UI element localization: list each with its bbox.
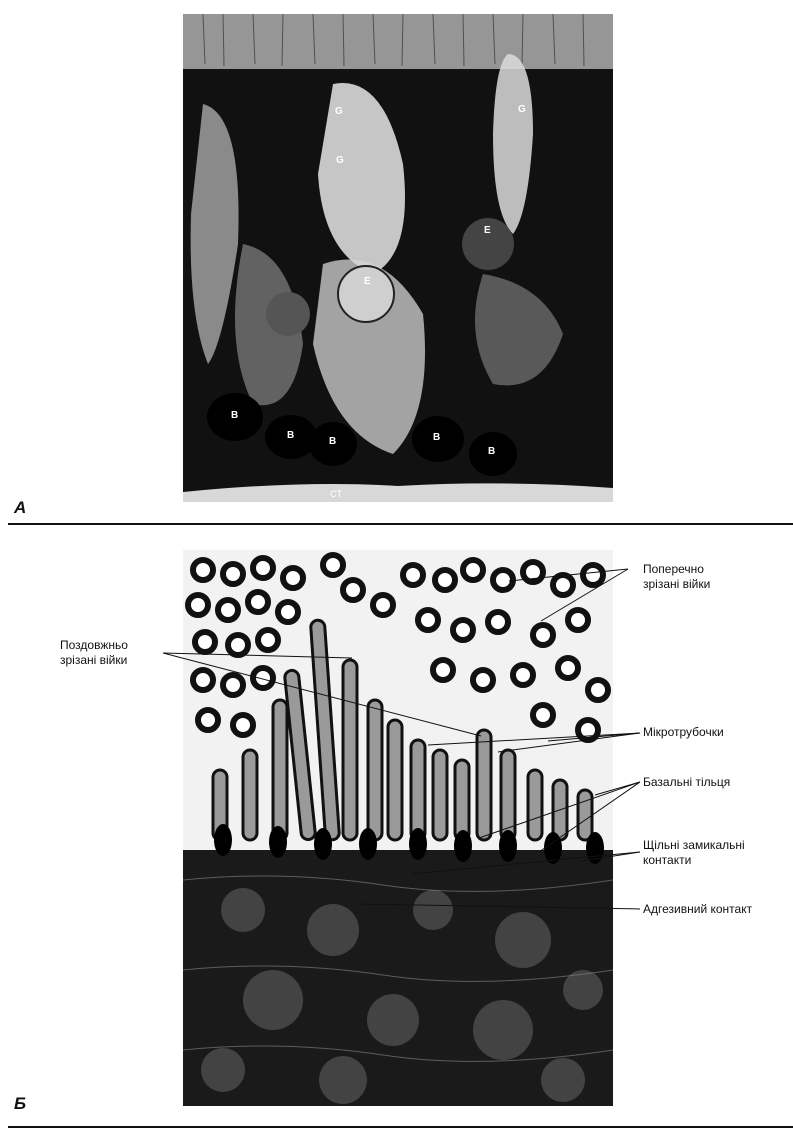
panel-divider <box>8 523 793 525</box>
epithelial-cell-label: E <box>364 276 371 287</box>
epithelium-micrograph <box>183 14 613 502</box>
cross-cilia-label <box>643 562 710 592</box>
basal-cell-label: B <box>329 436 337 447</box>
basal-cell-label: B <box>231 410 239 421</box>
panel-letter-b: Б <box>14 1094 27 1113</box>
connective-tissue-label: CT <box>330 489 342 499</box>
cilia-micrograph <box>183 550 613 1106</box>
longitudinal-cilia-label <box>60 638 128 668</box>
tight-junctions-label-line1: Щільні замикальні <box>643 838 745 852</box>
epithelial-cell-label: E <box>484 225 491 236</box>
goblet-cell-label: G <box>518 104 526 115</box>
microtubules-label: Мікротрубочки <box>643 725 724 739</box>
goblet-cell-label: G <box>336 155 344 166</box>
micrograph-b <box>183 550 613 1106</box>
micrograph-a <box>183 14 613 502</box>
cross-cilia-label-line1: Поперечно <box>643 562 704 576</box>
panel-letter-a: A <box>14 498 27 517</box>
basal-cell-label: B <box>433 432 441 443</box>
basal-cell-label: B <box>488 446 496 457</box>
goblet-cell-label: G <box>335 106 343 117</box>
page-bottom-rule <box>8 1126 793 1128</box>
adhesive-contact-label: Адгезивний контакт <box>643 902 753 916</box>
longitudinal-cilia-label-line2: зрізані війки <box>60 653 128 667</box>
tight-junctions-label <box>643 838 745 868</box>
tight-junctions-label-line2: контакти <box>643 853 692 867</box>
basal-bodies-label: Базальні тільця <box>643 775 731 789</box>
cross-cilia-label-line2: зрізані війки <box>643 577 711 591</box>
longitudinal-cilia-label-line1: Поздовжньо <box>60 638 128 652</box>
basal-cell-label: B <box>287 430 295 441</box>
